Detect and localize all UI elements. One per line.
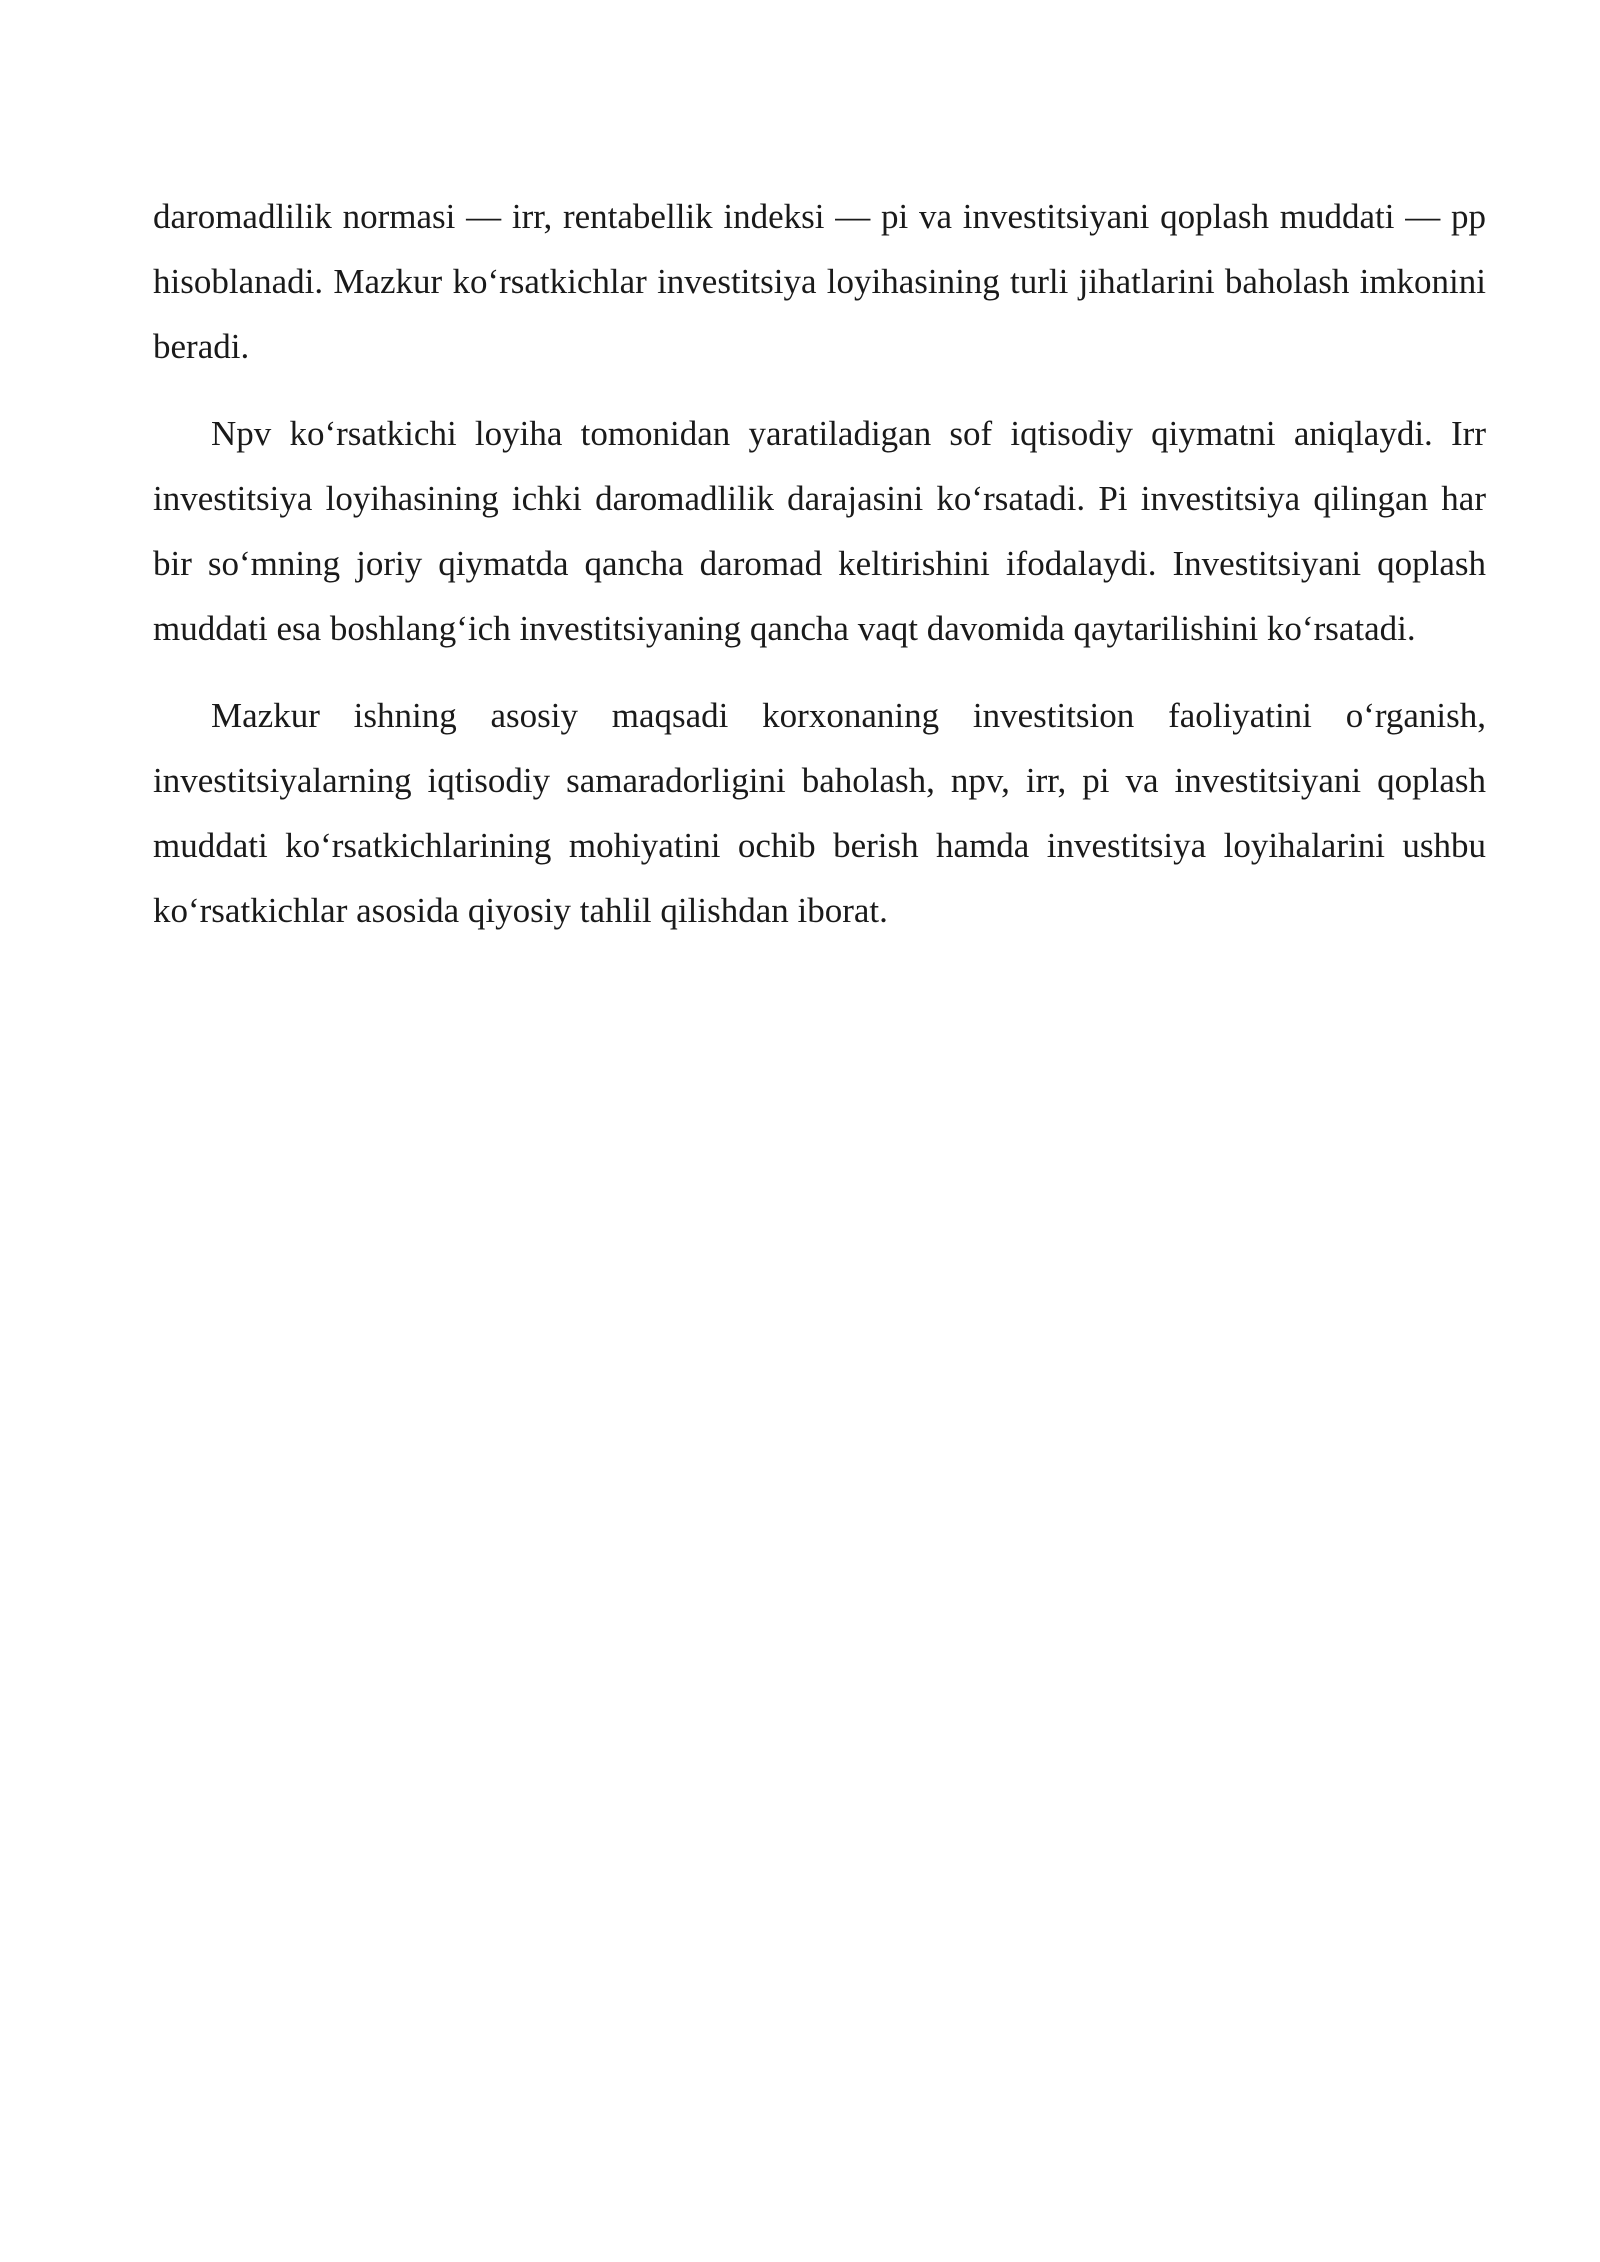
paragraph-work-purpose: Mazkur ishning asosiy maqsadi korxonaning investitsion faoliyatini o‘rganish, investitsiyalarning iqtisodiy samaradorligini baholash, npv, irr, pi va investitsiyani qoplash muddati ko‘rsatkichlarining mohiyatini ochib berish hamda investitsiya loyihalarini ushbu ko‘rsatkichlar asosida qiyosiy tahlil qilishdan iborat. <box>153 696 1486 930</box>
body-text <box>153 184 1486 965</box>
paragraph-indicators-explained: Npv ko‘rsatkichi loyiha tomonidan yaratiladigan sof iqtisodiy qiymatni aniqlaydi. Irr investitsiya loyihasining ichki daromadlilik darajasini ko‘rsatadi. Pi investitsiya qilingan har bir so‘mning joriy qiymatda qancha daromad keltirishini ifodalaydi. Investitsiyani qoplash muddati esa boshlang‘ich investitsiyaning qancha vaqt davomida qaytarilishini ko‘rsatadi. <box>153 414 1486 648</box>
paragraph-continuation: daromadlilik normasi — irr, rentabellik indeksi — pi va investitsiyani qoplash muddati — pp hisoblanadi. Mazkur ko‘rsatkichlar investitsiya loyihasining turli jihatlarini baholash imkonini beradi. <box>153 197 1486 366</box>
